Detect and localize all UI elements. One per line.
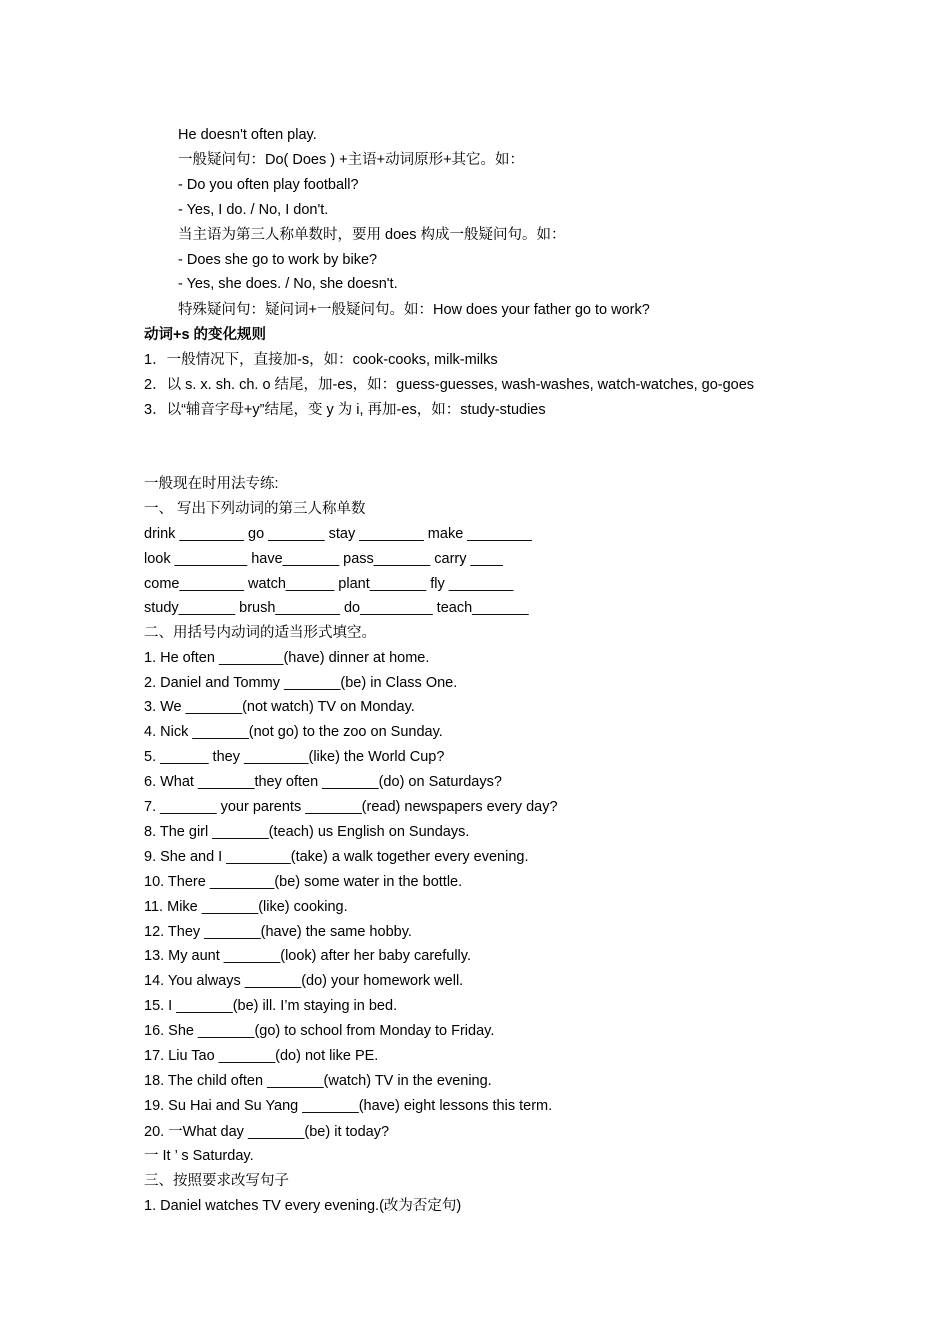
- rule-item: 2．以 s. x. sh. ch. o 结尾，加-es，如：guess-guesses, wash-washes, watch-watches, go-goes: [144, 377, 755, 393]
- exercise-item: 18. The child often _______(watch) TV in the evening.: [144, 1073, 492, 1089]
- intro-line: He doesn't often play.: [178, 127, 317, 143]
- exercise-item: 11. Mike _______(like) cooking.: [144, 899, 348, 915]
- exercise-item: 10. There ________(be) some water in the bottle.: [144, 874, 463, 890]
- exercise-title: 一般现在时用法专练:: [144, 476, 279, 492]
- exercise-item: 16. She _______(go) to school from Monday to Friday.: [144, 1023, 495, 1039]
- exercise-item: 3. We _______(not watch) TV on Monday.: [144, 699, 415, 715]
- verb-row: study_______ brush________ do_________ teach_______: [144, 600, 529, 616]
- exercise-item: 19. Su Hai and Su Yang _______(have) eight lessons this term.: [144, 1098, 553, 1114]
- verb-row: drink ________ go _______ stay ________ make ________: [144, 526, 532, 542]
- intro-line: 一般疑问句：Do( Does ) +主语+动词原形+其它。如：: [178, 152, 525, 168]
- exercise-item: 4. Nick _______(not go) to the zoo on Sunday.: [144, 724, 443, 740]
- exercise-item: 13. My aunt _______(look) after her baby carefully.: [144, 948, 471, 964]
- exercise-item: 8. The girl _______(teach) us English on Sundays.: [144, 824, 470, 840]
- exercise-item: 5. ______ they ________(like) the World Cup?: [144, 749, 445, 765]
- exercise-item: 15. I _______(be) ill. I’m staying in bed.: [144, 998, 398, 1014]
- exercise-item: 17. Liu Tao _______(do) not like PE.: [144, 1048, 379, 1064]
- exercise-item: 20. 一What day _______(be) it today?: [144, 1124, 390, 1140]
- section3-title: 三、按照要求改写句子: [144, 1173, 289, 1189]
- exercise-item: 2. Daniel and Tommy _______(be) in Class One.: [144, 675, 458, 691]
- verb-row: come________ watch______ plant_______ fly ________: [144, 576, 514, 592]
- rule-item: 1．一般情况下，直接加-s，如：cook-cooks, milk-milks: [144, 352, 498, 368]
- exercise-answer-line: 一 It ’ s Saturday.: [144, 1148, 254, 1164]
- rule-item: 3．以“辅音字母+y”结尾，变 y 为 i, 再加-es，如：study-studies: [144, 402, 546, 418]
- intro-line: - Yes, I do. / No, I don't.: [178, 202, 329, 218]
- rewrite-item: 1. Daniel watches TV every evening.(改为否定句): [144, 1198, 462, 1214]
- exercise-item: 12. They _______(have) the same hobby.: [144, 924, 412, 940]
- intro-line: - Does she go to work by bike?: [178, 252, 378, 268]
- verb-row: look _________ have_______ pass_______ carry ____: [144, 551, 503, 567]
- intro-line: 特殊疑问句：疑问词+一般疑问句。如：How does your father go to work?: [178, 302, 650, 318]
- intro-line: - Do you often play football?: [178, 177, 359, 193]
- exercise-item: 6. What _______they often _______(do) on Saturdays?: [144, 774, 502, 790]
- rules-heading: 动词+s 的变化规则: [144, 327, 267, 343]
- intro-line: - Yes, she does. / No, she doesn't.: [178, 276, 398, 292]
- exercise-item: 1. He often ________(have) dinner at home.: [144, 650, 430, 666]
- exercise-item: 7. _______ your parents _______(read) newspapers every day?: [144, 799, 558, 815]
- section2-title: 二、用括号内动词的适当形式填空。: [144, 625, 376, 641]
- exercise-item: 9. She and I ________(take) a walk together every evening.: [144, 849, 529, 865]
- section1-title: 一、 写出下列动词的第三人称单数: [144, 501, 366, 517]
- exercise-item: 14. You always _______(do) your homework well.: [144, 973, 464, 989]
- intro-line: 当主语为第三人称单数时，要用 does 构成一般疑问句。如：: [178, 227, 566, 243]
